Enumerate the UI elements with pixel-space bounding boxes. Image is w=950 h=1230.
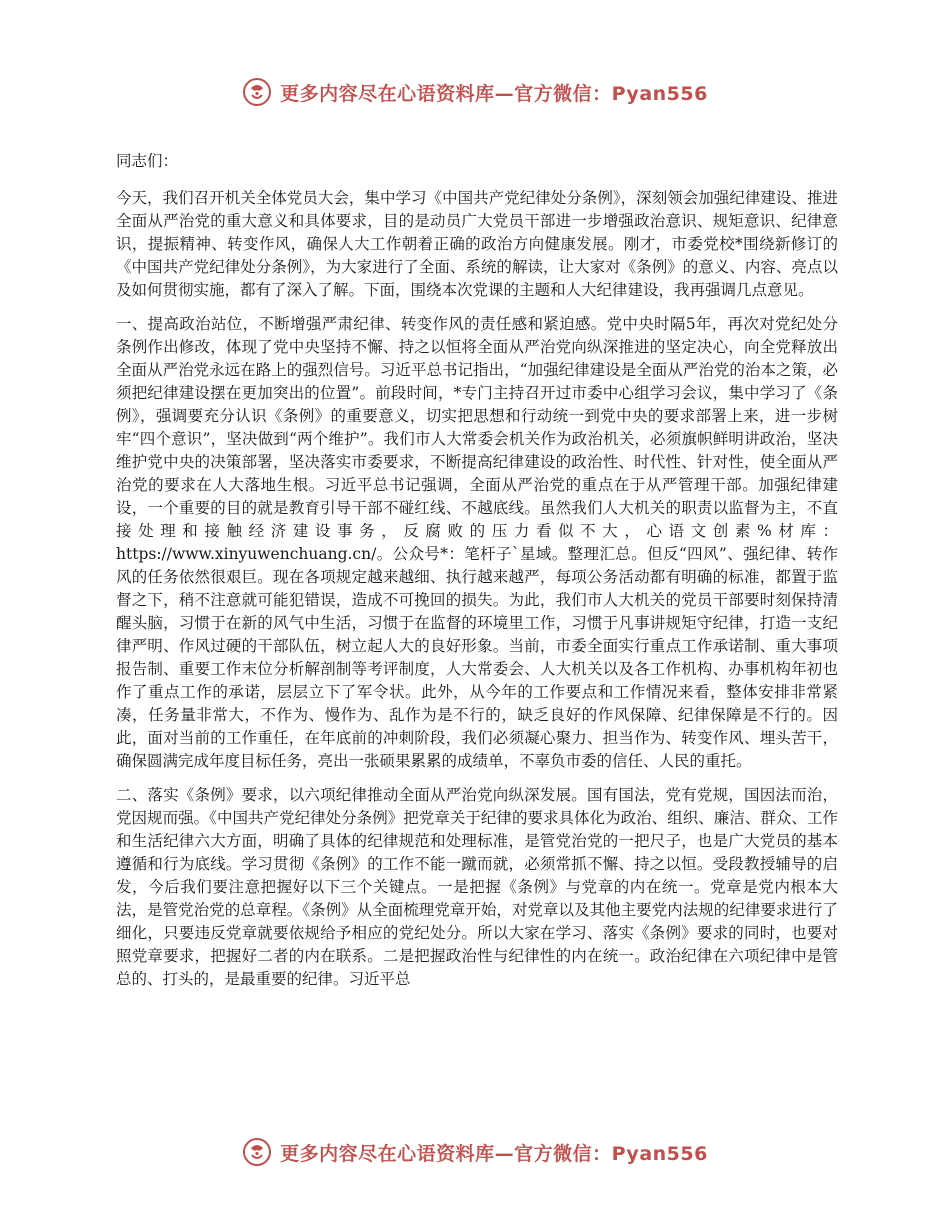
greeting: 同志们：	[116, 152, 179, 170]
banner-content	[242, 77, 708, 107]
logo-icon	[242, 77, 272, 107]
paragraph-section-two: 二、落实《条例》要求，以六项纪律推动全面从严治党向纵深发展。国有国法，党有党规，国因法而治，党因规而强。《中国共产党纪律处分条例》把党章关于纪律的要求具体化为政治、组织、廉洁、群众、工作和生活纪律六大方面，明确了具体的纪律规范和处理标准，是管党治党的一把尺子，也是广大党员的基本遵循和行为底线。学习贯彻《条例》的工作不能一蹴而就，必须常抓不懈、持之以恒。受段教授辅导的启发，今后我们要注意把握好以下三个关键点。一是把握《条例》与党章的内在统一。党章是党内根本大法，是管党治党的总章程。《条例》从全面梳理党章开始，对党章以及其他主要党内法规的纪律要求进行了细化，只要违反党章就要依规给予相应的党纪处分。所以大家在学习、落实《条例》要求的同时，也要对照党章要求，把握好二者的内在联系。二是把握政治性与纪律性的内在统一。政治纪律在六项纪律中是管总的、打头的，是最重要的纪律。习近平总	[116, 786, 838, 988]
footer-banner	[0, 1130, 950, 1174]
paragraph-section-one: 一、提高政治站位，不断增强严肃纪律、转变作风的责任感和紧迫感。党中央时隔5年，再次对党纪处分条例作出修改，体现了党中央坚持不懈、持之以恒将全面从严治党向纵深推进的坚定决心，向全党释放出全面从严治党永远在路上的强烈信号。习近平总书记指出，“加强纪律建设是全面从严治党的治本之策，必须把纪律建设摆在更加突出的位置”。前段时间，*专门主持召开过市委中心组学习会议，集中学习了《条例》，强调要充分认识《条例》的重要意义，切实把思想和行动统一到党中央的要求部署上来，进一步树牢“四个意识”，坚决做到“两个维护”。我们市人大常委会机关作为政治机关，必须旗帜鲜明讲政治，坚决维护党中央的决策部署，坚决落实市委要求，不断提高纪律建设的政治性、时代性、针对性，使全面从严治党的要求在人大落地生根。习近平总书记强调，全面从严治党的重点在于从严管理干部。加强纪律建设，一个重要的目的就是教育引导干部不碰红线、不越底线。虽然我们人大机关的职责以监督为主，不直接处理和接触经济建设事务，反腐败的压力看似不大，心语文创素%材库：https://www.xinyuwenchuang.cn/。公众号*：笔杆子`星域。整理汇总。但反“四风”、强纪律、转作风的任务依然很艰巨。现在各项规定越来越细、执行越来越严，每项公务活动都有明确的标准，都置于监督之下，稍不注意就可能犯错误，造成不可挽回的损失。为此，我们市人大机关的党员干部要时刻保持清醒头脑，习惯于在新的风气中生活，习惯于在监督的环境里工作，习惯于凡事讲规矩守纪律，打造一支纪律严明、作风过硬的干部队伍，树立起人大的良好形象。当前，市委全面实行重点工作承诺制、重大事项报告制、重要工作末位分析解剖制等考评制度，人大常委会、人大机关以及各工作机构、办事机构年初也作了重点工作的承诺，层层立下了军令状。此外，从今年的工作要点和工作情况来看，整体安排非常紧凑，任务量非常大，不作为、慢作为、乱作为是不行的，缺乏良好的作风保障、纪律保障是不行的。因此，面对当前的工作重任，在年底前的冲刺阶段，我们必须凝心聚力、担当作为、转变作风、埋头苦干，确保圆满完成年度目标任务，亮出一张硕果累累的成绩单，不辜负市委的信任、人民的重托。	[116, 315, 838, 770]
banner-text: 更多内容尽在心语资料库—官方微信：Pyan556	[280, 1142, 708, 1165]
paragraph-intro: 今天，我们召开机关全体党员大会，集中学习《中国共产党纪律处分条例》，深刻领会加强纪律建设、推进全面从严治党的重大意义和具体要求，目的是动员广大党员干部进一步增强政治意识、规矩意识、纪律意识，提振精神、转变作风，确保人大工作朝着正确的政治方向健康发展。刚才，市委党校*围绕新修订的《中国共产党纪律处分条例》，为大家进行了全面、系统的解读，让大家对《条例》的意义、内容、亮点以及如何贯彻实施，都有了深入了解。下面，围绕本次党课的主题和人大纪律建设，我再强调几点意见。	[116, 189, 838, 299]
banner-text: 更多内容尽在心语资料库—官方微信：Pyan556	[280, 82, 708, 105]
logo-icon	[242, 1137, 272, 1167]
header-banner	[0, 70, 950, 114]
banner-content	[242, 1137, 708, 1167]
document-body	[116, 150, 838, 1002]
